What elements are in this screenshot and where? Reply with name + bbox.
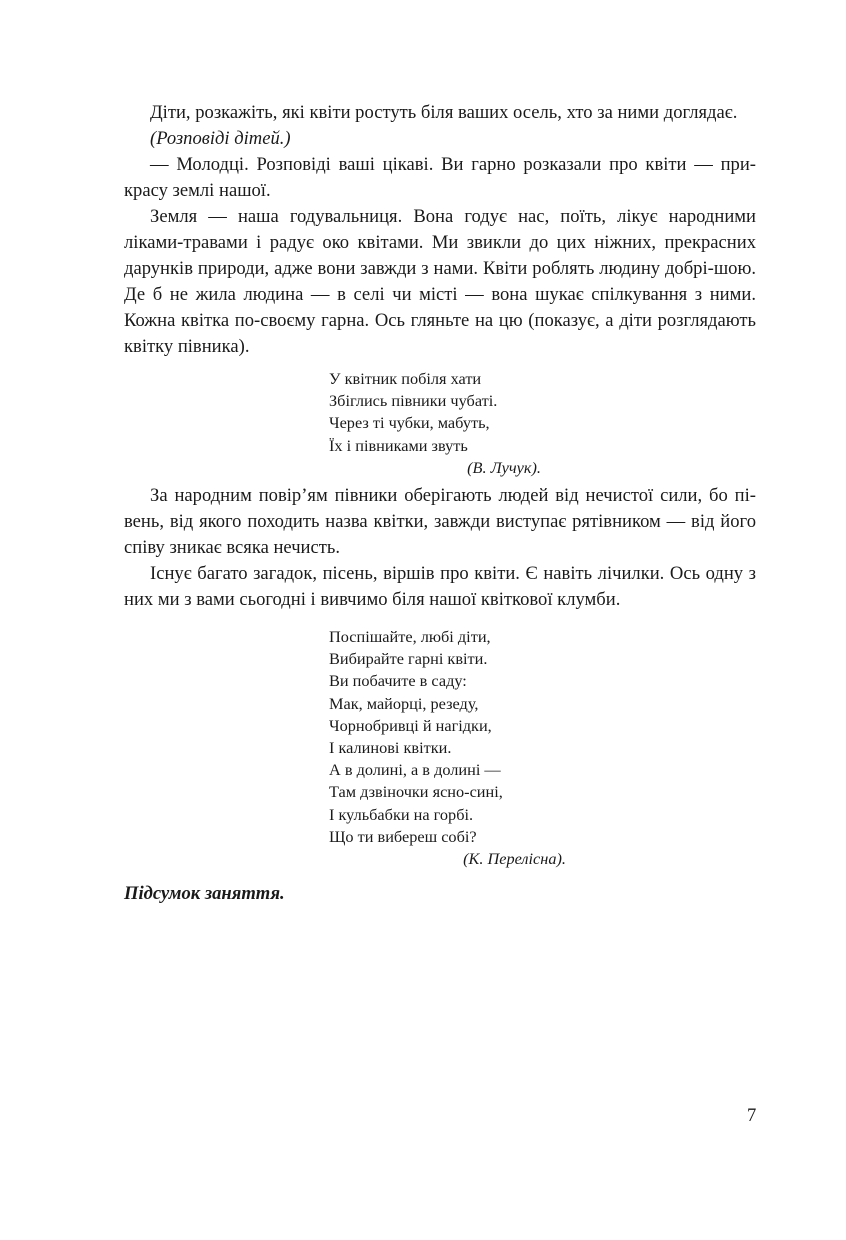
poem-line: І калинові квітки. xyxy=(329,738,452,758)
poem-line: Мак, майорці, резеду, xyxy=(329,693,479,713)
poem-line: Вибирайте гарні квіти. xyxy=(329,649,488,669)
paragraph-riddles: Існує багато загадок, пісень, віршів про квіти. Є навіть лічилки. Ось одну з них ми з вами сьогодні і вивчимо біля нашої квіткової клумби. xyxy=(124,563,756,611)
paragraph-praise: — Молодці. Розповіді ваші цікаві. Ви гарно розказали про квіти — при-красу землі нашої. xyxy=(124,154,756,201)
paragraph-belief: За народним повір’ям півники оберігають людей від нечистої сили, бо пі-вень, від якого походить назва квітки, завжди виступає рятівником — від його співу зникає всяка нечисть. xyxy=(124,485,756,559)
page-number: 7 xyxy=(747,1105,757,1126)
poem-line: Чорнобривці й нагідки, xyxy=(329,715,492,735)
poem-luchuk xyxy=(329,368,756,479)
paragraph-question: Діти, розкажіть, які квіти ростуть біля ваших осель, хто за ними доглядає. xyxy=(150,102,738,123)
lesson-summary-heading: Підсумок заняття. xyxy=(124,883,285,905)
poem-line: Їх і півниками звуть xyxy=(329,435,468,455)
poem-author: (К. Перелісна). xyxy=(463,849,566,869)
poem-line: Там дзвіночки ясно-сині, xyxy=(329,782,503,802)
poem-line: І кульбабки на горбі. xyxy=(329,804,474,824)
poem-line: У квітник побіля хати xyxy=(329,369,482,388)
poem-line: Поспішайте, любі діти, xyxy=(329,627,491,647)
poem-line: Через ті чубки, мабуть, xyxy=(329,413,490,433)
poem-author: (В. Лучук). xyxy=(467,457,541,477)
poem-line: Збіглись півники чубаті. xyxy=(329,391,498,411)
page-body xyxy=(124,100,756,907)
paragraph-stage-direction: (Розповіді дітей.) xyxy=(150,128,291,149)
poem-line: А в долині, а в долині — xyxy=(329,760,501,780)
poem-line: Що ти вибереш собі? xyxy=(329,826,477,846)
poem-perelisna xyxy=(329,626,756,870)
paragraph-earth: Земля — наша годувальниця. Вона годує нас, поїть, лікує народними ліками-травами і радує око квітами. Ми звикли до цих ніжних, прекрасних дарунків природи, адже вони завжди з нами. Квіти роблять людину добрі-шою. Де б не жила людина — в селі чи місті — вона шукає спілкування з ними. Кожна квітка по-своєму гарна. Ось гляньте на цю (показує, а діти розглядають квітку півника). xyxy=(124,206,756,357)
poem-line: Ви побачите в саду: xyxy=(329,671,467,691)
